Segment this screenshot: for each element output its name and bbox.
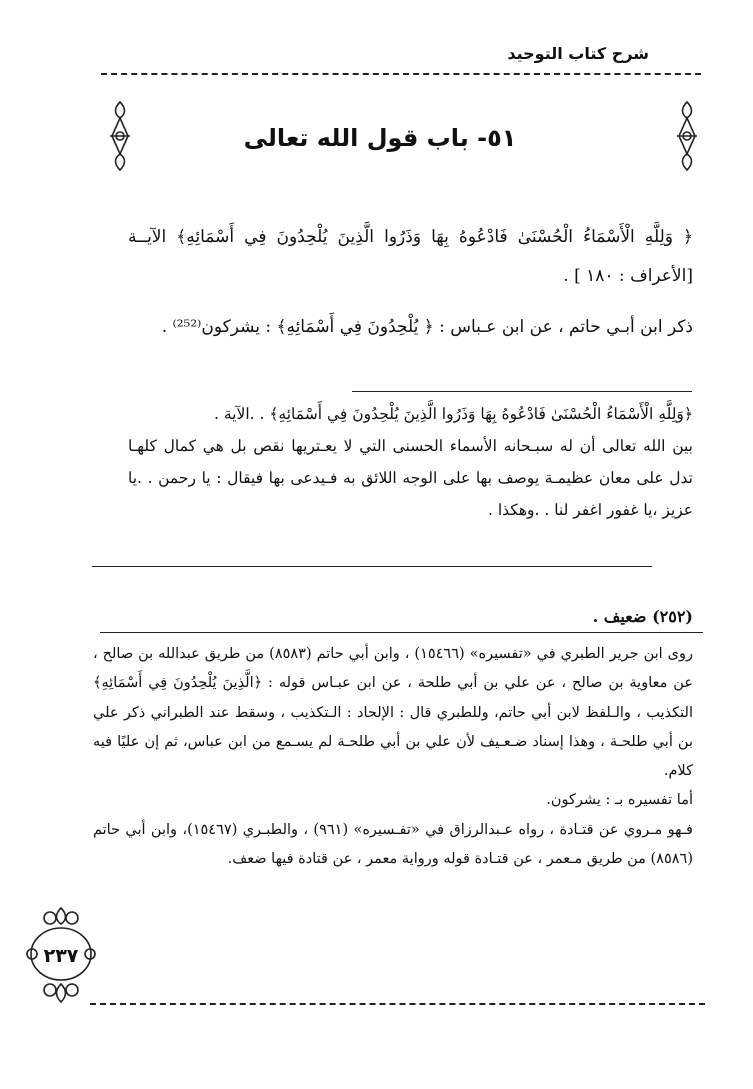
chapter-title: ٥١- باب قول الله تعالى — [243, 124, 517, 152]
footnote-divider — [100, 632, 703, 633]
header-divider — [101, 73, 701, 75]
footnote-paragraph: فـهو مـروي عن قتـادة ، رواه عـبدالرزاق في «تفـسيره» (٩٦١) ، والطبـري (١٥٤٦٧)، وابن أبي حاتم (٨٥٨٦) من طريق مـعمر ، عن قتـادة قوله ورواية معمر ، عن قتادة فيها ضعف. — [93, 821, 693, 868]
narration-paragraph: ذكر ابن أبـي حاتم ، عن ابن عـباس : ﴿ يُلْحِدُونَ فِي أَسْمَائِهِ﴾ : يشركون⁽²⁵²⁾ . — [161, 317, 693, 337]
commentary-verse-line: ﴿وَلِلَّهِ الْأَسْمَاءُ الْحُسْنَىٰ فَادْعُوهُ بِهَا وَذَرُوا الَّذِينَ يُلْحِدُونَ فِي أَسْمَائِهِ﴾ . .الآية . — [214, 405, 693, 423]
footnote-body — [93, 640, 693, 874]
commentary-explanation: بين الله تعالى أن له سبـحانه الأسماء الحسنى التي لا يعـتريها نقص بل هي كمال كلهـا تدل على معان عظيمـة يوصف بها على الوجه اللائق به فـيدعى بها فيقال : يا رحمن . .يا عزيز ،يا غفور اغفر لنا . .وهكذا . — [128, 437, 693, 519]
footnote-paragraph: روى ابن جرير الطبري في «تفسيره» (١٥٤٦٦) ، وابن أبي حاتم (٨٥٨٣) من طريق عبدالله بن صالح ، عن معاوية بن صالح ، عن علي بن أبي طلحة ، عن ابن عبـاس قوله : ﴿الَّذِينَ يُلْحِدُونَ فِي أَسْمَائِهِ﴾ التكذيب ، والـلفظ لابن أبي حاتم، وللطبري قال : الإلحاد : الـتكذيب ، وسقط عند الطبراني ذكر علي بن أبي طلحـة ، وهذا إسناد ضـعـيف لأن علي بن أبي طلحـة لم يسـمع من ابن عباس، ثم إن عليًا فيه كلام. — [93, 646, 693, 780]
footnote-paragraph: أما تفسيره بـ : يشركون. — [546, 792, 693, 809]
page-number: ٢٣٧ — [43, 945, 79, 967]
ornament-left — [108, 100, 132, 172]
footnote-number: (٢٥٢) — [652, 607, 693, 626]
commentary-divider — [92, 566, 652, 567]
ornament-right — [675, 100, 699, 172]
commentary-block — [128, 398, 693, 526]
section-divider — [352, 391, 692, 392]
footnote-heading — [128, 604, 693, 630]
verse-paragraph: ﴿ وَلِلَّهِ الْأَسْمَاءُ الْحُسْنَىٰ فَادْعُوهُ بِهَا وَذَرُوا الَّذِينَ يُلْحِدُونَ فِي أَسْمَائِهِ﴾ الآيــة [الأعراف : ١٨٠ ] . — [128, 227, 693, 286]
footnote-grade: ضعيف . — [592, 607, 647, 626]
running-head: شرح كتاب التوحيد — [507, 44, 649, 63]
footer-divider — [90, 1003, 705, 1005]
